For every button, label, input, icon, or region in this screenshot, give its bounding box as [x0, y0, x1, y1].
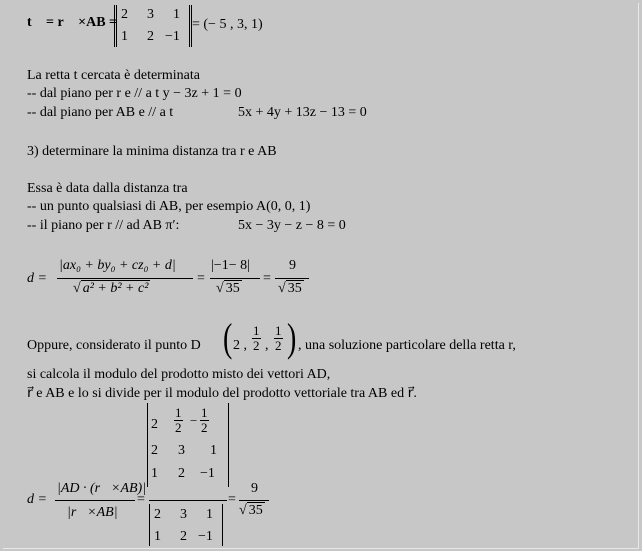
point-coordinate: 2 , [233, 338, 247, 353]
paren-open: ( [222, 315, 233, 360]
cross-product-determinant [114, 5, 192, 47]
det-cell: 2 [147, 29, 154, 44]
det-cell: 1 [151, 466, 158, 481]
equals-sign: = [228, 492, 236, 507]
det-cell: 1 [121, 29, 128, 44]
det-cell: 2 [178, 466, 185, 481]
cross-product-determinant [149, 504, 223, 546]
det-cell: 2 [180, 529, 187, 544]
formula-denominator: √ a² + b² + c² [73, 281, 149, 296]
t-equals-cross: t⃗ = r⃗ ×AB = [27, 15, 118, 30]
result-numerator: 9 [251, 481, 258, 496]
det-cell: 1 [154, 529, 161, 544]
point-fraction: 1 2 [253, 323, 260, 353]
det-cell: 3 [147, 7, 154, 22]
det-cell: 3 [178, 443, 185, 458]
text-line: -- il piano per r // ad AB π′: [27, 218, 180, 233]
formula-numerator: 9 [289, 258, 296, 273]
paren-close: ) [286, 315, 297, 360]
distance-label: d = [27, 492, 47, 507]
det-fraction: 1 2 [175, 405, 182, 435]
fraction-bar [55, 500, 135, 501]
det-cell: 2 [154, 507, 161, 522]
text-line: si calcola il modulo del prodotto misto dei vettori AD, [27, 367, 331, 382]
text-line: -- un punto qualsiasi di AB, per esempio A(0, 0, 1) [27, 199, 311, 214]
plane-equation: 5x + 4y + 13z − 13 = 0 [238, 105, 367, 120]
det-cell: 3 [180, 507, 187, 522]
formula-numerator: |ax₀ + by₀ + cz₀ + d| [59, 258, 176, 273]
det-cell: −1 [198, 529, 213, 544]
distance-label: d = [27, 271, 47, 286]
fraction-bar [275, 278, 309, 279]
plane-equation: 5x − 3y − z − 8 = 0 [238, 218, 346, 233]
document-page [3, 3, 639, 549]
formula-numerator: |AD · (r⃗×AB)| [57, 481, 147, 496]
text-line: Essa è data dalla distanza tra [27, 181, 188, 196]
formula-denominator: √ 35 [216, 281, 240, 296]
equals-sign: = [197, 271, 205, 286]
t-result: = (− 5 , 3, 1) [192, 17, 263, 32]
det-cell: 1 [173, 7, 180, 22]
det-cell: 1 [206, 507, 213, 522]
fraction-bar [239, 500, 269, 501]
fraction-bar [210, 278, 260, 279]
point-fraction: 1 2 [275, 323, 282, 353]
result-denominator: √ 35 [239, 503, 263, 518]
det-cell: −1 [165, 29, 180, 44]
text-line: Oppure, considerato il punto D [27, 338, 201, 353]
fraction-bar [57, 278, 193, 279]
section-heading: 3) determinare la minima distanza tra r e AB [27, 144, 277, 159]
det-cell: −1 [200, 466, 215, 481]
text-line: , una soluzione particolare della retta r, [298, 338, 516, 353]
text-line: r⃗ e AB e lo si divide per il modulo del prodotto vettoriale tra AB ed r⃗. [27, 386, 417, 401]
text-line: -- dal piano per r e // a t y − 3z + 1 = 0 [27, 86, 242, 101]
equals-sign: = [263, 271, 271, 286]
text-line: La retta t cercata è determinata [27, 68, 200, 83]
mixed-product-determinant [147, 403, 229, 487]
formula-denominator: |r⃗×AB| [67, 505, 118, 520]
formula-denominator: √ 35 [278, 281, 302, 296]
det-fraction: − 1 2 [190, 405, 208, 435]
det-cell: 2 [151, 443, 158, 458]
formula-numerator: |−1− 8| [211, 258, 250, 273]
det-cell: 2 [121, 7, 128, 22]
det-cell: 2 [151, 417, 158, 432]
point-comma: , [265, 338, 269, 353]
det-cell: 1 [210, 443, 217, 458]
text-line: -- dal piano per AB e // a t [27, 105, 174, 120]
fraction-bar [149, 500, 227, 501]
equals-sign: = [137, 492, 145, 507]
